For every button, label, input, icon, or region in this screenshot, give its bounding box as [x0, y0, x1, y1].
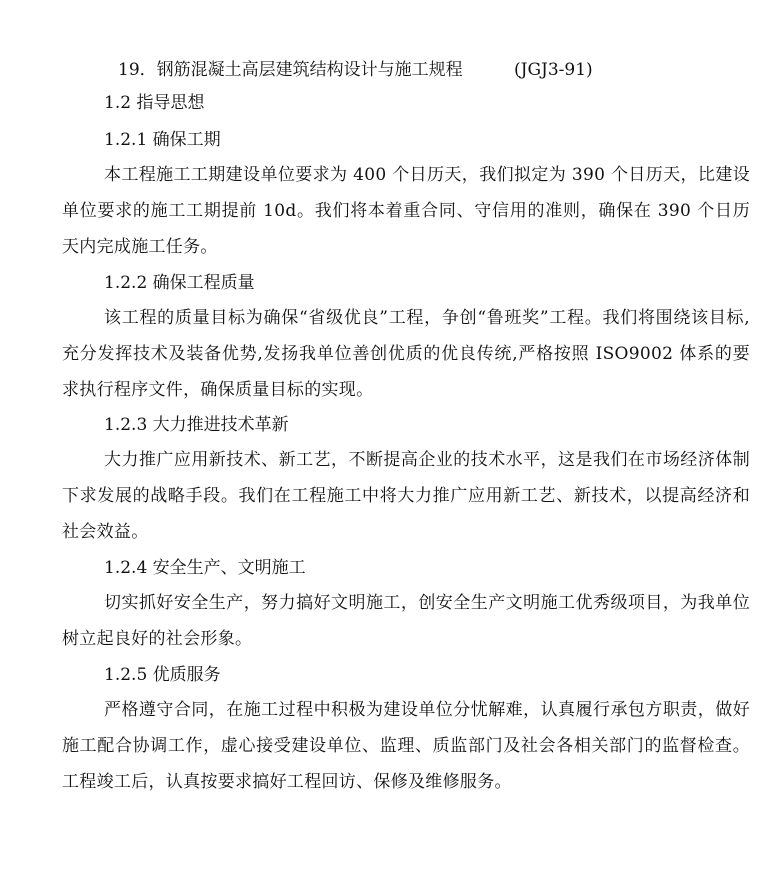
subsection-body-3: 大力推广应用新技术、新工艺，不断提高企业的技术水平，这是我们在市场经济体制下求发展的战略手段。我们在工程施工中将大力推广应用新工艺、新技术，以提高经济和社会效益。	[62, 450, 750, 542]
reference-title: 19．钢筋混凝土高层建筑结构设计与施工规程	[118, 60, 463, 80]
section-heading: 1.2 指导思想	[104, 93, 205, 113]
reference-code: (JGJ3-91)	[514, 60, 593, 80]
subsection-heading-2: 1.2.2 确保工程质量	[104, 273, 255, 293]
reference-line	[118, 57, 718, 83]
subsection-heading-1: 1.2.1 确保工期	[104, 130, 221, 150]
subsection-heading-5: 1.2.5 优质服务	[104, 665, 221, 685]
subsection-body-1: 本工程施工工期建设单位要求为 400 个日历天，我们拟定为 390 个日历天，比建设单位要求的施工工期提前 10d。我们将本着重合同、守信用的准则，确保在 390 个日历天内完成施工任务。	[62, 165, 750, 257]
subsection-heading-3: 1.2.3 大力推进技术革新	[104, 415, 289, 435]
subsection-body-5: 严格遵守合同，在施工过程中积极为建设单位分忧解难，认真履行承包方职责，做好施工配合协调工作，虚心接受建设单位、监理、质监部门及社会各相关部门的监督检查。工程竣工后，认真按要求搞好工程回访、保修及维修服务。	[62, 700, 750, 792]
subsection-body-4: 切实抓好安全生产，努力搞好文明施工，创安全生产文明施工优秀级项目，为我单位树立起良好的社会形象。	[62, 593, 750, 649]
subsection-body-2: 该工程的质量目标为确保“省级优良”工程，争创“鲁班奖”工程。我们将围绕该目标,充分发挥技术及装备优势,发扬我单位善创优质的优良传统,严格按照 ISO9002 体系的要求执行程序文件，确保质量目标的实现。	[62, 308, 750, 400]
subsection-heading-4: 1.2.4 安全生产、文明施工	[104, 558, 306, 578]
